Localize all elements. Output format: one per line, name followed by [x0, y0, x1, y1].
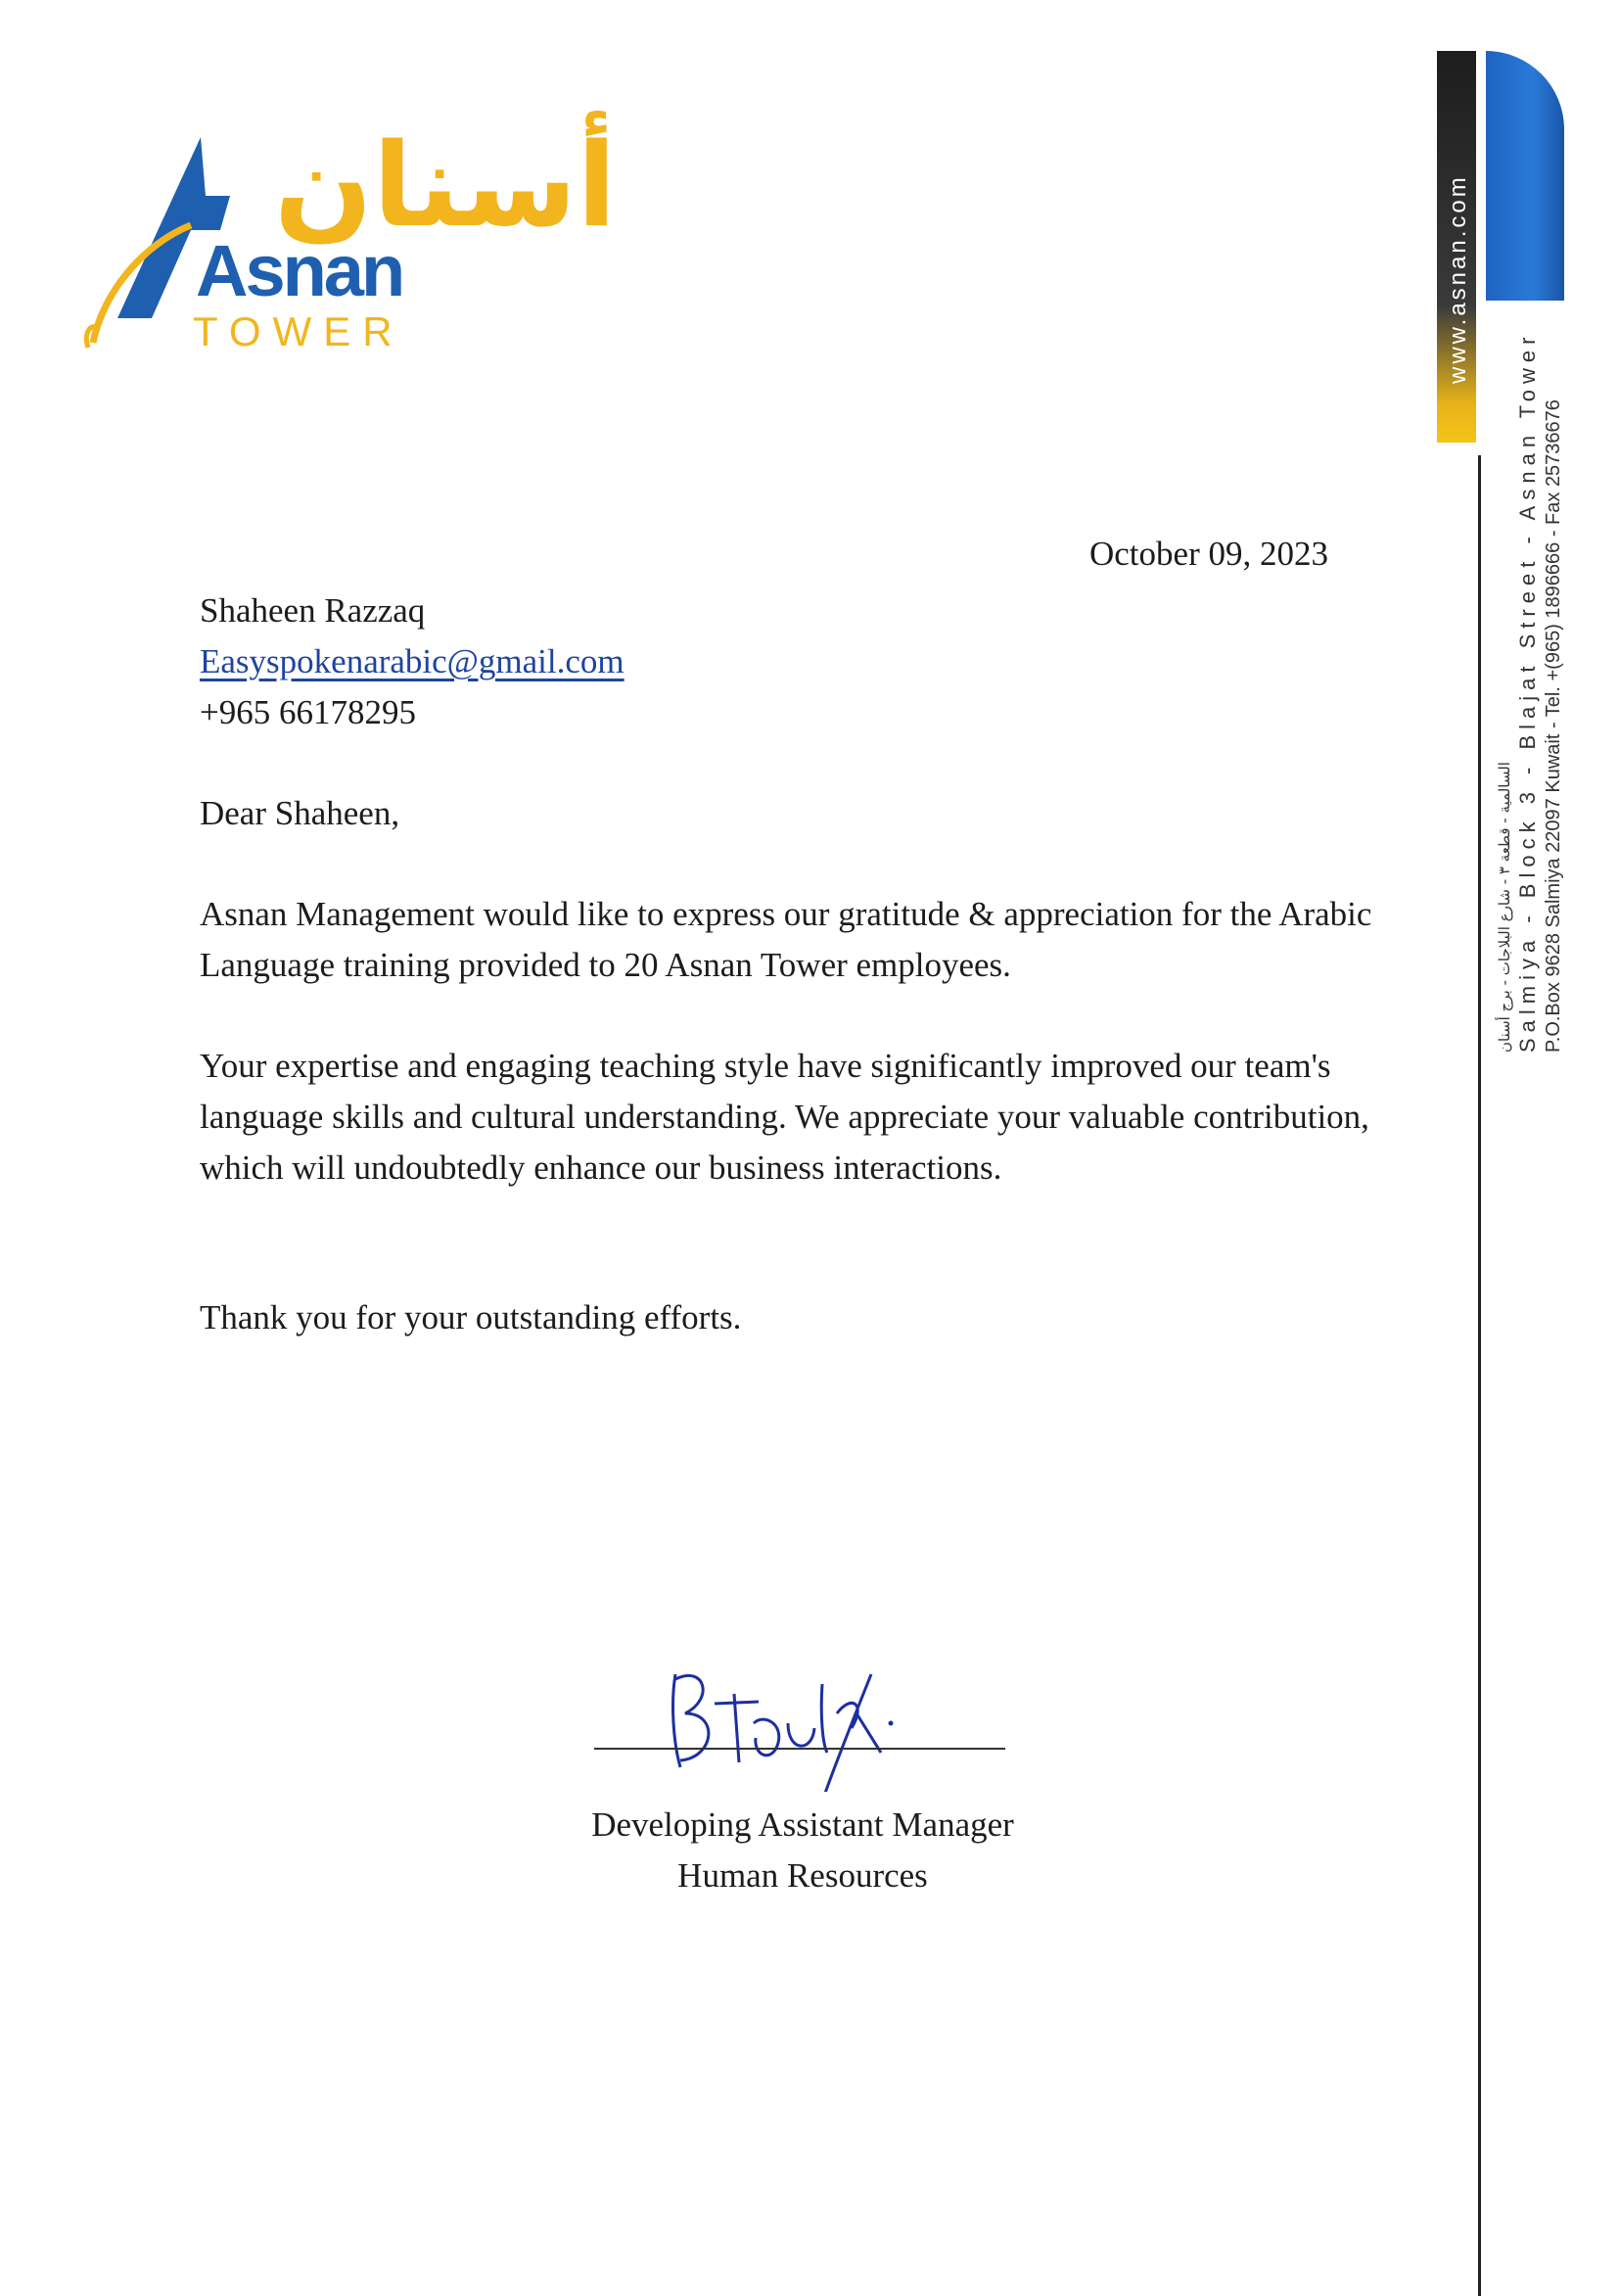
handwritten-signature: [587, 1645, 1018, 1792]
recipient-phone: +965 66178295: [200, 693, 416, 731]
letterhead-blue-band: [1486, 51, 1564, 301]
website-url: www.asnan.com: [1445, 174, 1471, 384]
address-arabic: السالمية - قطعة ٣ - شارع البلاجات - برج أسنان: [1496, 762, 1513, 1053]
logo-arabic-text: أسنان: [274, 117, 617, 253]
letterhead-vertical-rule: [1478, 455, 1481, 2296]
company-logo: [83, 117, 617, 372]
contact-pobox: P.O.Box 9628 Salmiya 22097 Kuwait - Tel. +(965) 1896666 - Fax 25736676: [1543, 399, 1564, 1053]
recipient-email-link[interactable]: Easyspokenarabic@gmail.com: [200, 642, 624, 680]
body-paragraph: Asnan Management would like to express our gratitude & appreciation for the Arabic Language training provided to 20 Asnan Tower employees.: [200, 895, 1372, 984]
logo-subtitle: TOWER: [193, 308, 404, 354]
salutation: Dear Shaheen,: [200, 794, 400, 832]
letter-date: October 09, 2023: [1089, 535, 1328, 573]
signature-line: [594, 1748, 1005, 1750]
body-paragraph: Your expertise and engaging teaching style have significantly improved our team's language skills and cultural understanding. We appreciate your valuable contribution, which will undoubtedly enhance our business interactions.: [200, 1047, 1369, 1187]
logo-wordmark: Asnan: [196, 230, 403, 311]
recipient-name: Shaheen Razzaq: [200, 591, 426, 630]
signatory-department: Human Resources: [677, 1856, 928, 1895]
address-english: Salmiya - Block 3 - Blajat Street - Asnan Tower: [1515, 331, 1540, 1053]
body-paragraph: Thank you for your outstanding efforts.: [200, 1298, 742, 1336]
signatory-title: Developing Assistant Manager: [591, 1805, 1014, 1844]
